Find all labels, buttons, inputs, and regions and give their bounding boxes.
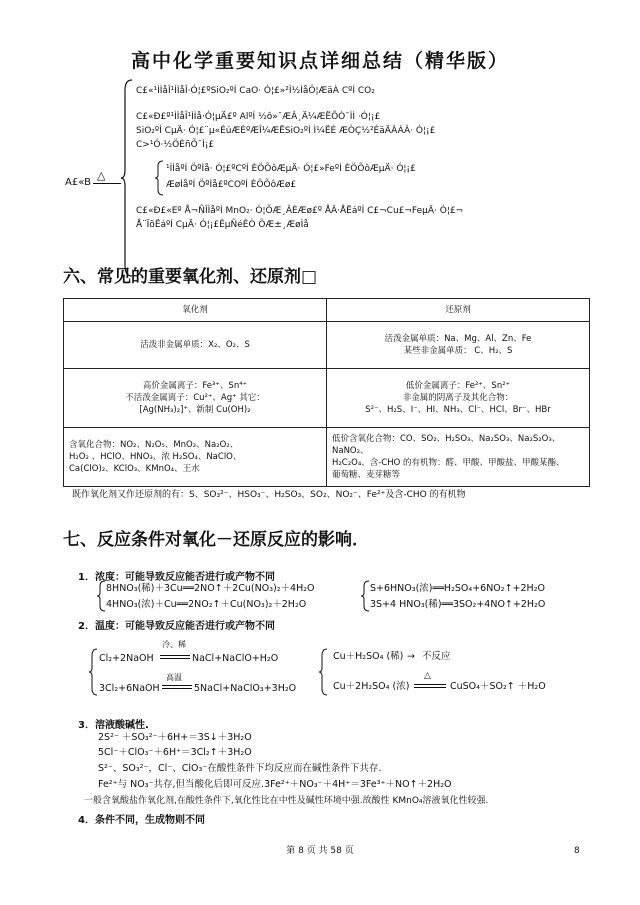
reaction-condition: 冷、稀 (162, 640, 186, 649)
equation-left: Cu＋H₂SO₄ (稀) (333, 651, 404, 662)
table-cell: 低价含氧化合物：CO、SO₂、H₂SO₃、Na₂SO₃、Na₂S₂O₃、NaNO₂、 H₂C₂O₄、含-CHO 的有机物：醛、甲酸、甲酸盐、甲酸某酯、 葡萄糖、麦芽糖等 (327, 428, 590, 487)
equation: S+6HNO₃(浓)══H₂SO₄+6NO₂↑+2H₂O (370, 583, 545, 594)
subsection-title: 3．溶液酸碱性. (78, 720, 149, 731)
subsection-title: 1．浓度：可能导致反应能否进行或产物不同 (78, 572, 275, 583)
section-heading: 七、反应条件对氧化－还原反应的影响． (63, 530, 369, 550)
equals-bar (162, 685, 192, 689)
equals-bar (160, 655, 190, 659)
garbled-line: Å¨ÏõËáºÍ CµÄ· Ó¦¡£ÊµÑéÊÒ ÖÆ±¸ÆøÌå (136, 220, 309, 230)
brace-icon (318, 648, 328, 696)
equation-left: Cu＋2H₂SO₄ (浓) (333, 681, 410, 692)
oxidant-reductant-table (63, 298, 590, 487)
brace-icon (360, 580, 370, 612)
section-heading (63, 262, 317, 287)
table-cell: 活泼金属单质：Na、Mg、Al、Zn、Fe 某些非金属单质： C、H₂、S (327, 322, 590, 369)
text-line: 一般含氧酸盐作氧化剂,在酸性条件下,氧化性比在中性及碱性环境中强.故酸性 KMnO₄溶液氧化性较强. (84, 796, 489, 806)
equation-right: 5NaCl+NaClO₃+3H₂O (194, 683, 297, 694)
equation-right: CuSO₄＋SO₂↑ ＋H₂O (450, 681, 546, 692)
table-cell: 含氧化合物：NO₂、N₂O₅、MnO₂、Na₂O₂、 H₂O₂ 、HClO、HNO₃、浓 H₂SO₄、NaClO、 Ca(ClO)₂、KClO₃、KMnO₄、王水 (64, 428, 327, 487)
text-line: S²⁻、SO₃²⁻，Cl⁻、ClO₃⁻在酸性条件下均反应而在碱性条件下共存. (98, 763, 382, 774)
equation-left: Cl₂+2NaOH (99, 653, 154, 664)
table-cell: 高价金属离子：Fe³⁺、Sn⁴⁺ 不活泼金属离子：Cu²⁺、Ag⁺ 其它： [Ag(NH₃)₂]⁺、新制 Cu(OH)₂ (64, 369, 327, 428)
equation: 4HNO₃(浓)＋Cu══2NO₂↑＋Cu(NO₃)₂＋2H₂O (106, 599, 307, 610)
square-glyph: □ (301, 267, 318, 287)
reaction-condition: 高温 (166, 673, 182, 682)
heat-symbol: △ (424, 671, 431, 681)
equation-right: NaCl+NaClO+H₂O (192, 653, 279, 664)
garbled-left-label: A£«B (65, 177, 92, 188)
equation: 5Cl⁻＋ClO₃⁻＋6H⁺＝3Cl₂↑＋3H₂O (98, 747, 252, 758)
dual-role-note: 既作氧化剂又作还原剂的有：S、SO₃²⁻、HSO₃⁻、H₂SO₃、SO₂、NO₂⁻、Fe²⁺及含-CHO 的有机物 (72, 490, 466, 500)
table-cell: 低价金属离子：Fe²⁺、Sn²⁺ 非金属的阴离子及其化合物： S²⁻、H₂S、I⁻、HI、NH₃、Cl⁻、HCl、Br⁻、HBr (327, 369, 590, 428)
subsection-title: 2．温度：可能导致反应能否进行或产物不同 (78, 621, 275, 632)
page-number: 8 (574, 846, 580, 856)
garbled-line: SiO₂ºÍ CµÄ· Ó¦£¨µ«ÉúÆÉºÆÎ¼ÆËSiO₂ºÍ Ì¼ËÉ ÆÒÇ½²ÉäÄÂÁÂ· Ó¦¡£ (136, 126, 436, 136)
garbled-line: C£«¹ÌÌåÎ¹ÌÌåÎ·Ó¦£ºSiO₂ºÍ CaO· Ó¦£»²Ì½ÌåÓ¦ÆäÀ CºÍ CO₂ (136, 86, 375, 96)
section-heading-text: 六、常见的重要氧化剂、还原剂 (63, 267, 301, 287)
text-line: Fe²⁺与 NO₃⁻共存,但当酸化后即可反应.3Fe²⁺＋NO₃⁻＋4H⁺＝3Fe³⁺＋NO↑＋2H₂O (98, 779, 452, 790)
brace-icon (88, 648, 98, 696)
garbled-line: C>¹Ó·½ÖÉñÕ¯Ì¡£ (136, 140, 215, 150)
garbled-sub-brace (154, 160, 164, 196)
table-header-oxidant: 氧化剂 (64, 299, 327, 322)
page-footer: 第 8 页 共 58 页 (286, 846, 354, 856)
reaction-arrow-line (93, 183, 121, 184)
equation-left: 3Cl₂+6NaOH (99, 683, 160, 694)
equation: 3S+4 HNO₃(稀)══3SO₂+4NO↑+2H₂O (370, 599, 546, 610)
equals-bar (414, 684, 446, 688)
garbled-line: C£«Ð£º¹ÌÌåÎ¹ÌÌå·Ó¦µÄ£º AlºÍ ½ô»¯ÆÂ¸Ä¼ÆËÕÒ¯ÌÌ ·Ó¦¡£ (136, 112, 381, 122)
table-header-reductant: 还原剂 (327, 299, 590, 322)
arrow-glyph: → (407, 651, 415, 662)
garbled-line: C£«Ð£«Eº Å¬ÑÎÌåºÍ MnO₂· Ó¦ÕÆ¸ÂÈÆø£º ÅÂ·ÅËáºÍ C£¬Cu£¬FeµÄ· Ó¦£¬ (136, 206, 464, 216)
garbled-line: ¹ÌÌåºÍ ÖºÌå· Ó¦£ºCºÍ ÈÖÕôÆµÄ· Ó¦£»FeºÍ ÈÖÕôÆµÄ· Ó¦¡£ (166, 164, 416, 174)
table-cell: 活泼非金属单质：X₂、O₂、S (64, 322, 327, 369)
equation: 2S²⁻ ＋SO₃²⁻＋6H+＝3S↓＋3H₂O (98, 732, 252, 743)
heat-symbol: △ (97, 169, 106, 182)
equation-right: 不反应 (422, 651, 451, 662)
brace-icon (96, 580, 106, 612)
garbled-line: ÆøÌåºÍ ÖºÌå£ºCOºÍ ÈÖÕôÆø£ (166, 180, 297, 190)
equation: 8HNO₃(稀)＋3Cu══2NO↑＋2Cu(NO₃)₂＋4H₂O (106, 583, 315, 594)
subsection-title: 4．条件不同，生成物则不同 (78, 815, 205, 826)
page-title: 高中化学重要知识点详细总结（精华版） (130, 50, 509, 72)
garbled-brace (120, 78, 134, 278)
